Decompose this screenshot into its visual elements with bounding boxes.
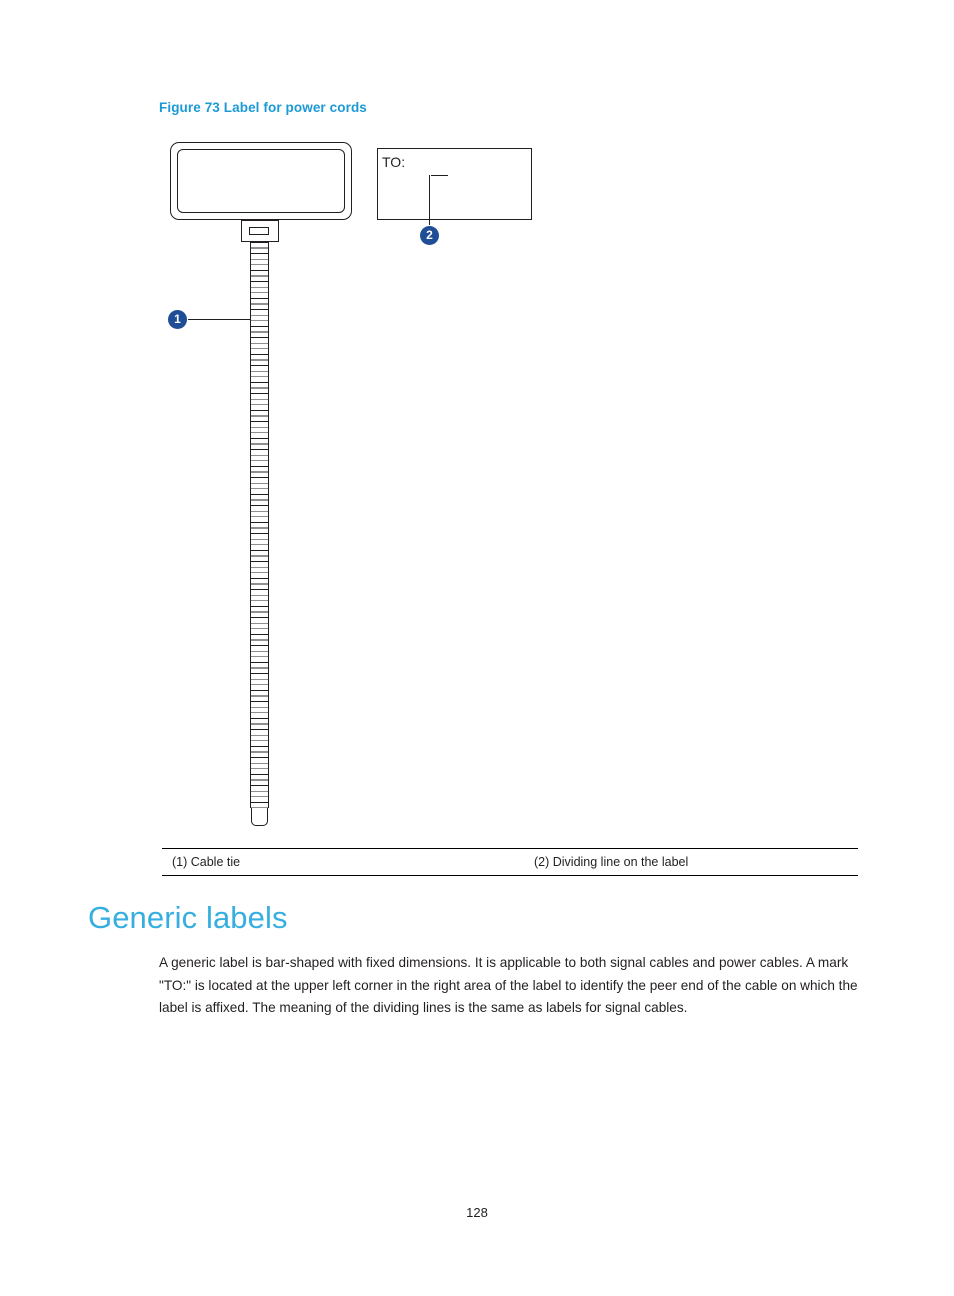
leader-line-callout-1 (188, 319, 250, 320)
section-heading: Generic labels (88, 900, 288, 935)
cable-tie-strap-tip (251, 808, 268, 826)
cable-tie-label-inner-border (177, 149, 345, 213)
cable-tie-head-slot (249, 227, 269, 235)
legend-item-2: (2) Dividing line on the label (534, 855, 689, 869)
figure-legend-table (162, 848, 858, 876)
legend-item-1: (1) Cable tie (172, 855, 241, 869)
cable-tie-strap (250, 242, 269, 808)
section-paragraph: A generic label is bar-shaped with fixed dimensions. It is applicable to both signal cables and power cables. A mark "TO:" is located at the upper left corner in the right area of the label to identify the peer end of the cable on which the label is affixed. The meaning of the dividing lines is the same as labels for signal cables. (159, 955, 858, 1015)
figure-illustration (150, 130, 870, 840)
legend-row (162, 849, 858, 875)
page-number: 128 (466, 1205, 488, 1220)
dividing-line-on-label (431, 175, 448, 176)
to-mark-text: TO: (382, 154, 406, 170)
callout-1: 1 (168, 310, 187, 329)
leader-line-callout-2 (429, 175, 430, 225)
callout-2: 2 (420, 226, 439, 245)
figure-caption: Figure 73 Label for power cords (159, 100, 367, 115)
